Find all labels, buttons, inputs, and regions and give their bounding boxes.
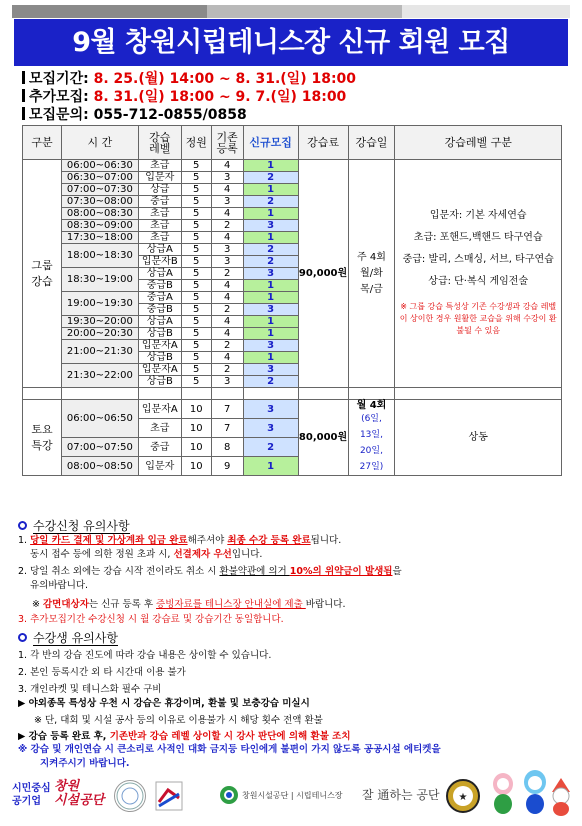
registered-cell: 4	[211, 184, 243, 196]
new-recruit-cell: 1	[243, 160, 298, 172]
time-cell: 06:00~06:50	[61, 400, 138, 438]
capacity-cell: 5	[181, 292, 211, 304]
header-cell: 신규모집	[243, 126, 298, 160]
registered-cell: 4	[211, 208, 243, 220]
level-cell: 초급	[138, 160, 181, 172]
time-cell: 21:30~22:00	[61, 364, 138, 388]
time-cell: 17:30~18:00	[61, 232, 138, 244]
header-cell: 기존 등록	[211, 126, 243, 160]
student-notice-8: 지켜주시기 바랍니다.	[40, 758, 130, 769]
special-days-detail: (6일, 13일, 20일, 27일)	[359, 414, 384, 472]
header-cell: 강습레벨 구분	[395, 126, 562, 160]
registered-cell: 4	[211, 292, 243, 304]
registered-cell: 3	[211, 244, 243, 256]
level-cell: 중급	[138, 438, 181, 457]
capacity-cell: 10	[181, 419, 211, 438]
level-cell: 상급A	[138, 244, 181, 256]
header-cell: 강습일	[348, 126, 395, 160]
logo-changwon-facilities-text: 창원시설공단 | 시립테니스장	[242, 791, 343, 800]
group-fee: 90,000원	[298, 160, 348, 388]
slogan: 잘 通하는 공단	[362, 788, 440, 802]
student-notice-4: ▶ 야외종목 특성상 우천 시 강습은 휴강이며, 환불 및 보충강습 미실시	[18, 698, 310, 709]
level-description-item: 입문자: 기본 자세연습	[429, 210, 527, 221]
time-cell: 08:00~08:50	[61, 457, 138, 476]
student-notice-2: 2. 본인 등록시간 외 타 시간대 이용 불가	[18, 667, 186, 678]
registered-cell: 4	[211, 316, 243, 328]
time-cell: 08:00~08:30	[61, 208, 138, 220]
capacity-cell: 5	[181, 304, 211, 316]
level-description-item: 상급: 단·복식 게임전술	[428, 276, 529, 287]
level-cell: 초급	[138, 419, 181, 438]
registered-cell: 8	[211, 438, 243, 457]
header-cell: 시 간	[61, 126, 138, 160]
section-student-notice: 수강생 유의사항	[18, 630, 118, 646]
level-cell: 입문자A	[138, 400, 181, 419]
certification-mark-icon	[154, 780, 184, 812]
student-notice-1: 1. 각 반의 강습 진도에 따라 강습 내용은 상이할 수 있습니다.	[18, 650, 272, 661]
time-cell: 07:00~07:50	[61, 438, 138, 457]
special-fee: 80,000원	[298, 400, 348, 476]
header-cell: 정원	[181, 126, 211, 160]
category-special: 토요 특강	[23, 400, 62, 476]
new-recruit-cell: 3	[243, 220, 298, 232]
registered-cell: 3	[211, 376, 243, 388]
level-cell: 중급A	[138, 292, 181, 304]
registered-cell: 3	[211, 172, 243, 184]
group-level-note: ※ 그룹 강습 특성상 기존 수강생과 강습 레벨이 상이한 경우 원활한 교습을 위해 수강이 환불될 수 있음	[399, 302, 557, 335]
time-cell: 06:30~07:00	[61, 172, 138, 184]
new-recruit-cell: 2	[243, 376, 298, 388]
level-description-item: 중급: 발리, 스매싱, 서브, 타구연습	[402, 254, 554, 265]
registered-cell: 4	[211, 160, 243, 172]
header-cell: 강습료	[298, 126, 348, 160]
level-cell: 상급B	[138, 352, 181, 364]
new-recruit-cell: 2	[243, 244, 298, 256]
notice-1-line2: 동시 접수 등에 의한 정원 초과 시, 선결제자 우선입니다.	[30, 549, 263, 560]
level-cell: 초급	[138, 232, 181, 244]
section-application-notice: 수강신청 유의사항	[18, 518, 130, 534]
mascot-2-icon	[522, 768, 548, 816]
level-description-item: 초급: 포핸드,백핸드 타구연습	[413, 232, 543, 243]
level-cell: 상급B	[138, 376, 181, 388]
changwon-facilities-logo-icon	[218, 784, 240, 806]
level-cell: 중급	[138, 196, 181, 208]
new-recruit-cell: 1	[243, 328, 298, 340]
registered-cell: 4	[211, 328, 243, 340]
svg-text:★: ★	[458, 792, 468, 803]
registered-cell: 2	[211, 304, 243, 316]
schedule-table	[22, 125, 562, 476]
registered-cell: 2	[211, 220, 243, 232]
level-cell: 상급	[138, 184, 181, 196]
capacity-cell: 10	[181, 438, 211, 457]
notice-1: 1. 당일 카드 결제 및 가상계좌 입금 완료해주셔야 최종 수강 등록 완료됩니다.	[18, 535, 342, 546]
registered-cell: 2	[211, 268, 243, 280]
new-recruit-cell: 1	[243, 316, 298, 328]
level-cell: 입문자	[138, 457, 181, 476]
time-cell: 20:00~20:30	[61, 328, 138, 340]
time-cell: 19:30~20:00	[61, 316, 138, 328]
registered-cell: 3	[211, 256, 243, 268]
time-cell: 19:00~19:30	[61, 292, 138, 316]
consumer-badge-icon	[114, 780, 146, 812]
table-header-row	[23, 126, 562, 160]
level-cell: 초급	[138, 208, 181, 220]
category-group: 그룹 강습	[23, 160, 62, 388]
special-days-main: 월 4회	[356, 400, 387, 411]
new-recruit-cell: 3	[243, 419, 298, 438]
new-recruit-cell: 2	[243, 172, 298, 184]
capacity-cell: 5	[181, 160, 211, 172]
registered-cell: 4	[211, 280, 243, 292]
new-recruit-cell: 2	[243, 256, 298, 268]
registered-cell: 9	[211, 457, 243, 476]
capacity-cell: 5	[181, 328, 211, 340]
logo-changwon-calligraphy: 창원 시설공단	[54, 779, 105, 808]
level-cell: 입문자	[138, 172, 181, 184]
new-recruit-cell: 3	[243, 268, 298, 280]
time-cell: 18:30~19:00	[61, 268, 138, 292]
capacity-cell: 5	[181, 280, 211, 292]
level-cell: 초급	[138, 220, 181, 232]
capacity-cell: 5	[181, 376, 211, 388]
new-recruit-cell: 1	[243, 352, 298, 364]
info-inquiry: 모집문의: 055-712-0855/0858	[22, 106, 247, 124]
special-days	[348, 400, 395, 476]
new-recruit-cell: 3	[243, 364, 298, 376]
level-cell: 상급A	[138, 268, 181, 280]
time-cell: 07:30~08:00	[61, 196, 138, 208]
level-cell: 입문자A	[138, 340, 181, 352]
new-recruit-cell: 2	[243, 196, 298, 208]
new-recruit-cell: 3	[243, 400, 298, 419]
registered-cell: 4	[211, 352, 243, 364]
table-row	[23, 400, 562, 419]
registered-cell: 7	[211, 400, 243, 419]
time-cell: 08:30~09:00	[61, 220, 138, 232]
registered-cell: 7	[211, 419, 243, 438]
capacity-cell: 5	[181, 232, 211, 244]
time-cell: 21:00~21:30	[61, 340, 138, 364]
group-level-description	[395, 160, 562, 388]
new-recruit-cell: 3	[243, 340, 298, 352]
capacity-cell: 5	[181, 256, 211, 268]
new-recruit-cell: 3	[243, 304, 298, 316]
student-notice-7: ※ 강습 및 개인연습 시 큰소리로 사적인 대화 금지등 타인에게 불편이 가지 않도록 공공시설 에티켓을	[18, 744, 441, 755]
new-recruit-cell: 1	[243, 292, 298, 304]
new-recruit-cell: 1	[243, 457, 298, 476]
capacity-cell: 5	[181, 352, 211, 364]
new-recruit-cell: 2	[243, 438, 298, 457]
new-recruit-cell: 1	[243, 280, 298, 292]
capacity-cell: 5	[181, 172, 211, 184]
capacity-cell: 10	[181, 457, 211, 476]
level-cell: 중급B	[138, 304, 181, 316]
new-recruit-cell: 1	[243, 208, 298, 220]
capacity-cell: 5	[181, 268, 211, 280]
notice-2-line2: 유의바랍니다.	[30, 580, 89, 591]
header-cell: 구분	[23, 126, 62, 160]
header-cell: 강습 레벨	[138, 126, 181, 160]
capacity-cell: 5	[181, 220, 211, 232]
level-cell: 입문자B	[138, 256, 181, 268]
time-cell: 07:00~07:30	[61, 184, 138, 196]
logo-public-enterprise: 시민중심 공기업	[12, 783, 51, 807]
level-cell: 상급B	[138, 328, 181, 340]
new-recruit-cell: 1	[243, 184, 298, 196]
registered-cell: 2	[211, 364, 243, 376]
notice-2: 2. 당일 취소 외에는 강습 시작 전이라도 취소 시 환불약관에 의거 10%의 위약금이 발생됨을	[18, 566, 402, 577]
capacity-cell: 5	[181, 364, 211, 376]
registered-cell: 4	[211, 232, 243, 244]
level-cell: 상급A	[138, 316, 181, 328]
registered-cell: 3	[211, 196, 243, 208]
student-notice-6: ▶ 강습 등록 완료 후, 기존반과 강습 레벨 상이할 시 강사 판단에 의해 환불 조치	[18, 731, 351, 742]
registered-cell: 2	[211, 340, 243, 352]
capacity-cell: 5	[181, 316, 211, 328]
info-additional-recruit: 추가모집: 8. 31.(일) 18:00 ~ 9. 7.(일) 18:00	[22, 88, 346, 106]
special-level-description: 상동	[395, 400, 562, 476]
mascot-3-icon	[550, 776, 572, 816]
capacity-cell: 10	[181, 400, 211, 419]
time-cell: 06:00~06:30	[61, 160, 138, 172]
time-cell: 18:00~18:30	[61, 244, 138, 268]
capacity-cell: 5	[181, 184, 211, 196]
new-recruit-cell: 1	[243, 232, 298, 244]
notice-3: 3. 추가모집기간 수강신청 시 월 강습료 및 강습기간 동일합니다.	[18, 614, 284, 625]
info-recruit-period: 모집기간: 8. 25.(월) 14:00 ~ 8. 31.(일) 18:00	[22, 70, 356, 88]
page-title: 9월 창원시립테니스장 신규 회원 모집	[14, 19, 568, 66]
seal-emblem-icon	[445, 778, 481, 814]
student-notice-5: ※ 단, 대회 및 시설 공사 등의 이유로 이용불가 시 해당 횟수 전액 환불	[34, 715, 323, 726]
mascot-1-icon	[490, 770, 516, 816]
top-color-strip	[12, 5, 570, 18]
capacity-cell: 5	[181, 340, 211, 352]
table-separator	[23, 388, 562, 400]
capacity-cell: 5	[181, 208, 211, 220]
level-cell: 입문자A	[138, 364, 181, 376]
footer-logos	[12, 752, 570, 818]
level-cell: 중급B	[138, 280, 181, 292]
table-row	[23, 160, 562, 172]
student-notice-3: 3. 개인라켓 및 테니스화 필수 구비	[18, 684, 162, 695]
capacity-cell: 5	[181, 244, 211, 256]
group-days: 주 4회 월/화 목/금	[348, 160, 395, 388]
notice-2-sub: ※ 감면대상자는 신규 등록 후 증빙자료를 테니스장 안내실에 제출 바랍니다.	[32, 599, 346, 610]
capacity-cell: 5	[181, 196, 211, 208]
